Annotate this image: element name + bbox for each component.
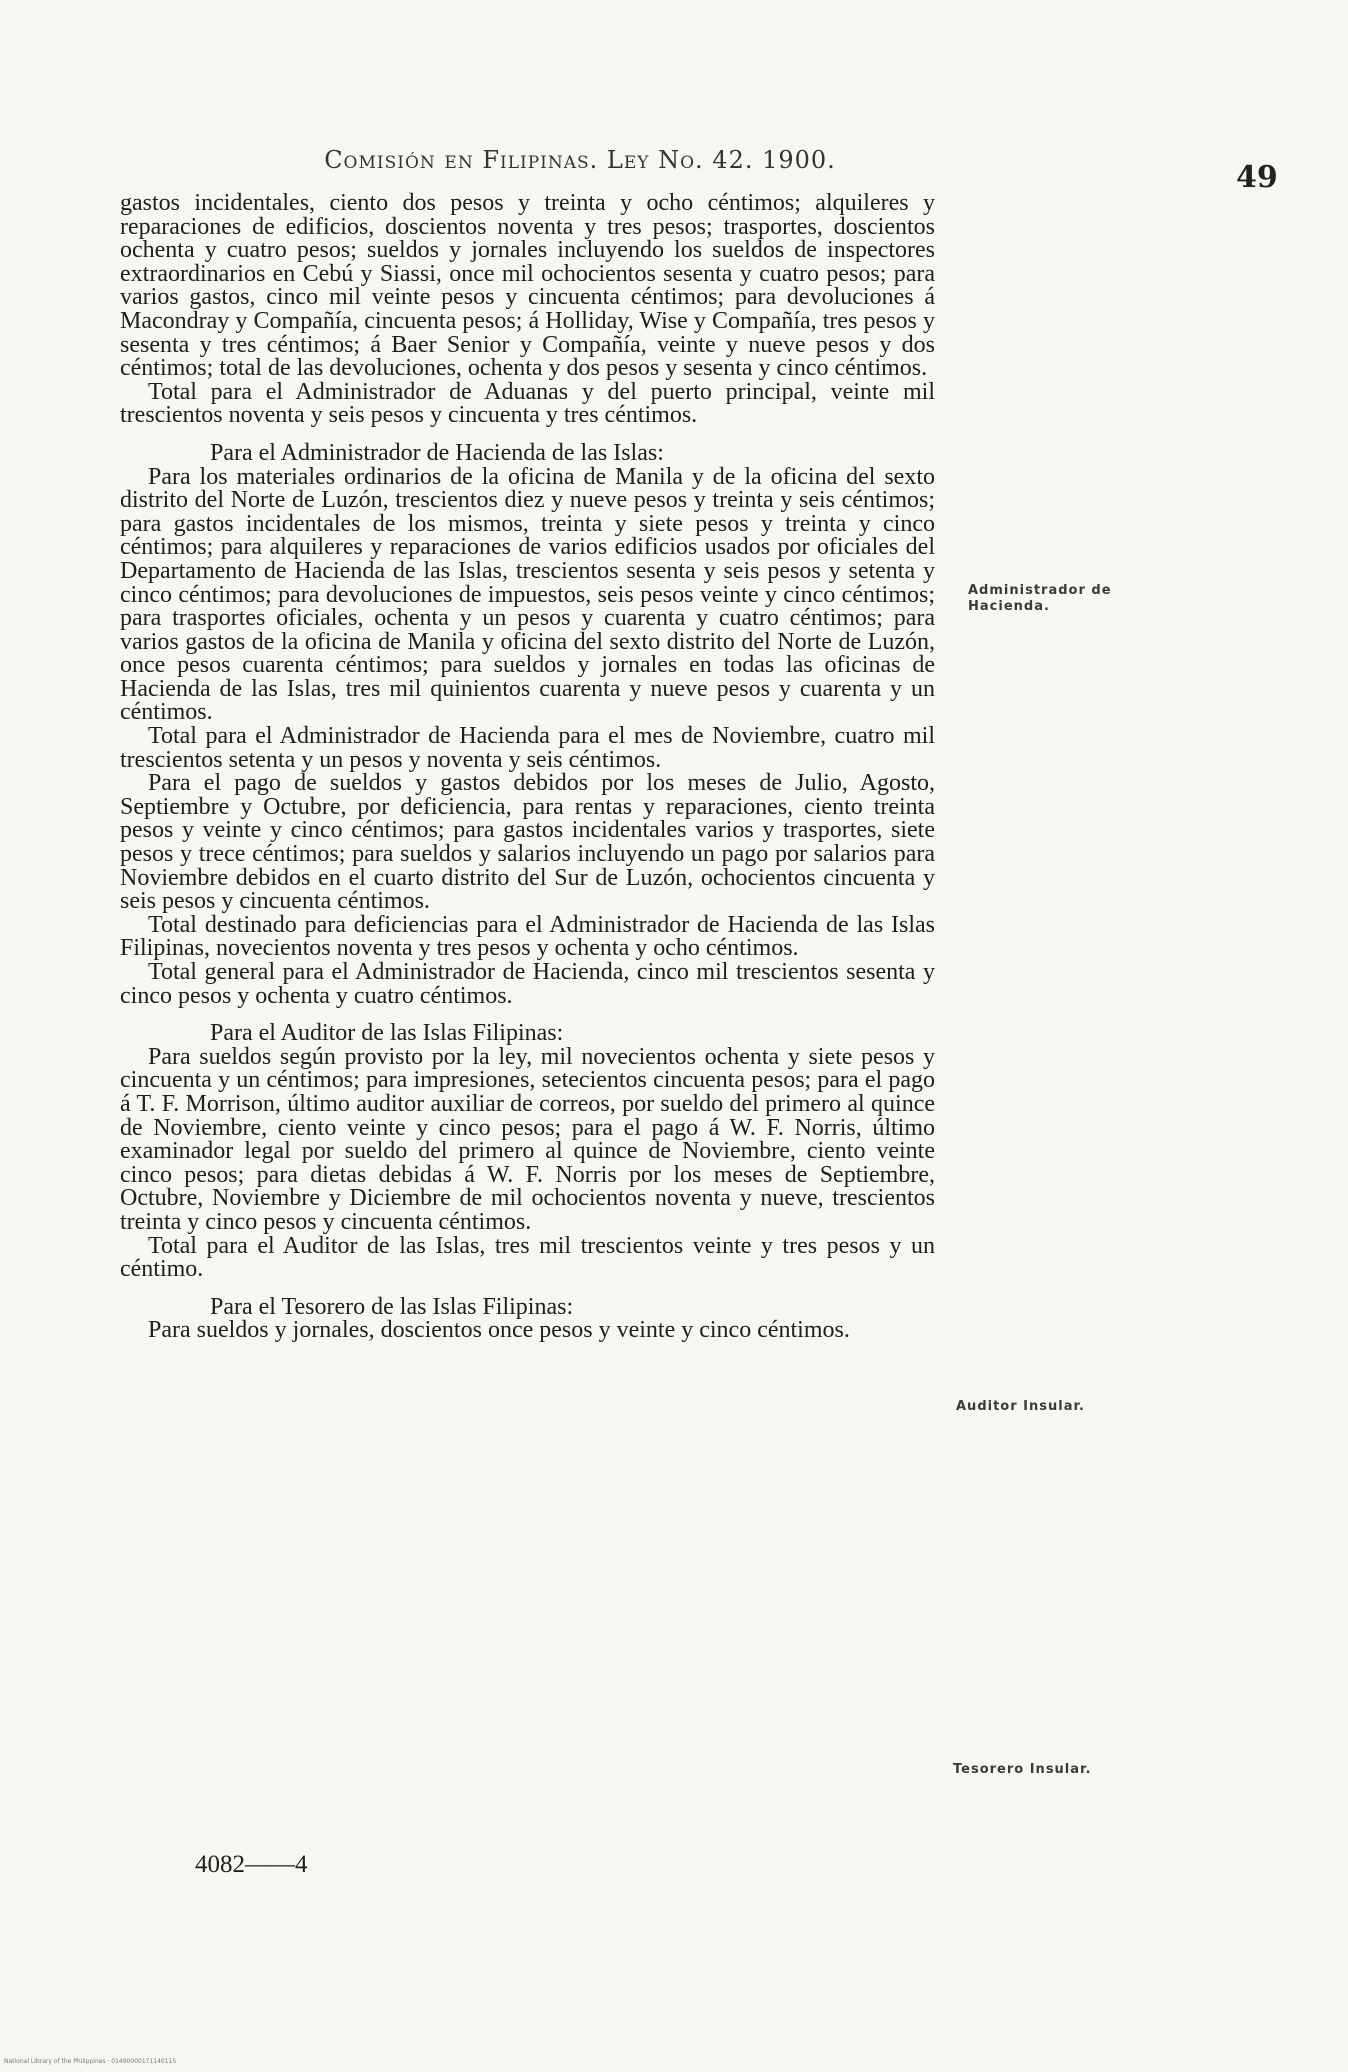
page-number: 49 <box>1236 160 1278 195</box>
paragraph: Para el pago de sueldos y gastos debidos por los meses de Julio, Agosto, Septiembre y Octubre, por deficiencia, para rentas y reparaciones, ciento treinta pesos y veinte y cinco céntimos; para gastos incidentales varios y trasportes, siete pesos y trece céntimos; para sueldos y salarios incluyendo un pago por salarios para Noviembre debidos en el cuarto distrito del Sur de Luzón, ochocientos cincuenta y seis pesos y cincuenta céntimos. <box>120 770 935 915</box>
scan-imprint: National Library of the Philippines · 01490000171140115 <box>4 2058 177 2065</box>
paragraph: Para los materiales ordinarios de la oficina de Manila y de la oficina del sexto distrito del Norte de Luzón, trescientos diez y nueve pesos y treinta y seis céntimos; para gastos incidentales de los mismos, treinta y siete pesos y treinta y cinco céntimos; para alquileres y reparaciones de varios edificios usados por oficiales del Departamento de Hacienda de las Islas, trescientos sesenta y seis pesos y setenta y cinco céntimos; para devoluciones de impuestos, seis pesos veinte y cinco céntimos; para trasportes oficiales, ochenta y un pesos y cuarenta y cuatro céntimos; para varios gastos de la oficina de Manila y oficina del sexto distrito del Norte de Luzón, once pesos cuarenta céntimos; para sueldos y jornales en todas las oficinas de Hacienda de las Islas, tres mil quinientos cuarenta y nueve pesos y cuarenta y un céntimos. <box>120 463 935 726</box>
paragraph: Para sueldos y jornales, doscientos once pesos y veinte y cinco céntimos. <box>148 1317 850 1344</box>
margin-note-tesorero: Tesorero Insular. <box>953 1762 1092 1777</box>
paragraph: Total para el Administrador de Aduanas y del puerto principal, veinte mil trescientos noventa y seis pesos y cincuenta y tres céntimos. <box>120 378 935 429</box>
body-text <box>120 192 935 1343</box>
paragraph-continued: gastos incidentales, ciento dos pesos y treinta y ocho céntimos; alquileres y reparaciones de edificios, doscientos noventa y tres pesos; trasportes, doscientos ochenta y cuatro pesos; sueldos y jornales incluyendo los sueldos de inspectores extraordinarios en Cebú y Siassi, once mil ochocientos sesenta y cuatro pesos; para varios gastos, cinco mil veinte pesos y cincuenta céntimos; para devoluciones á Macondray y Compañía, cincuenta pesos; á Holliday, Wise y Compañía, tres pesos y sesenta y tres céntimos; á Baer Senior y Compañía, veinte y nueve pesos y dos céntimos; total de las devoluciones, ochenta y dos pesos y sesenta y cinco céntimos. <box>120 190 935 382</box>
paragraph: Total destinado para deficiencias para el Administrador de Hacienda de las Islas Filipinas, novecientos noventa y tres pesos y ochenta y ocho céntimos. <box>120 911 935 962</box>
paragraph: Total para el Administrador de Hacienda para el mes de Noviembre, cuatro mil trescientos setenta y un pesos y noventa y seis céntimos. <box>120 723 935 773</box>
paragraph: Total para el Auditor de las Islas, tres mil trescientos veinte y tres pesos y un céntimo. <box>120 1232 935 1283</box>
section-heading: Para el Tesorero de las Islas Filipinas: <box>210 1293 574 1320</box>
margin-note-hacienda: Administrador de Hacienda. <box>968 583 1112 614</box>
margin-note-auditor: Auditor Insular. <box>956 1399 1085 1414</box>
section-heading: Para el Administrador de Hacienda de las Islas: <box>210 439 664 466</box>
paragraph: Total general para el Administrador de Hacienda, cinco mil trescientos sesenta y cinco pesos y ochenta y cuatro céntimos. <box>120 959 935 1009</box>
printer-signature: 4082——4 <box>195 1851 308 1878</box>
paragraph: Para sueldos según provisto por la ley, mil novecientos ochenta y siete pesos y cincuenta y un céntimos; para impresiones, setecientos cincuenta pesos; para el pago á T. F. Morrison, último auditor auxiliar de correos, por sueldo del primero al quince de Noviembre, ciento veinte y cinco pesos; para el pago á W. F. Norris, último examinador legal por sueldo del primero al quince de Noviembre, ciento veinte cinco pesos; para dietas debidas á W. F. Norris por los meses de Septiembre, Octubre, Noviembre y Diciembre de mil ochocientos noventa y nueve, trescientos treinta y cinco pesos y cincuenta céntimos. <box>120 1043 935 1235</box>
running-title: Comisión en Filipinas. Ley No. 42. 1900. <box>324 146 836 174</box>
section-heading: Para el Auditor de las Islas Filipinas: <box>210 1020 564 1047</box>
